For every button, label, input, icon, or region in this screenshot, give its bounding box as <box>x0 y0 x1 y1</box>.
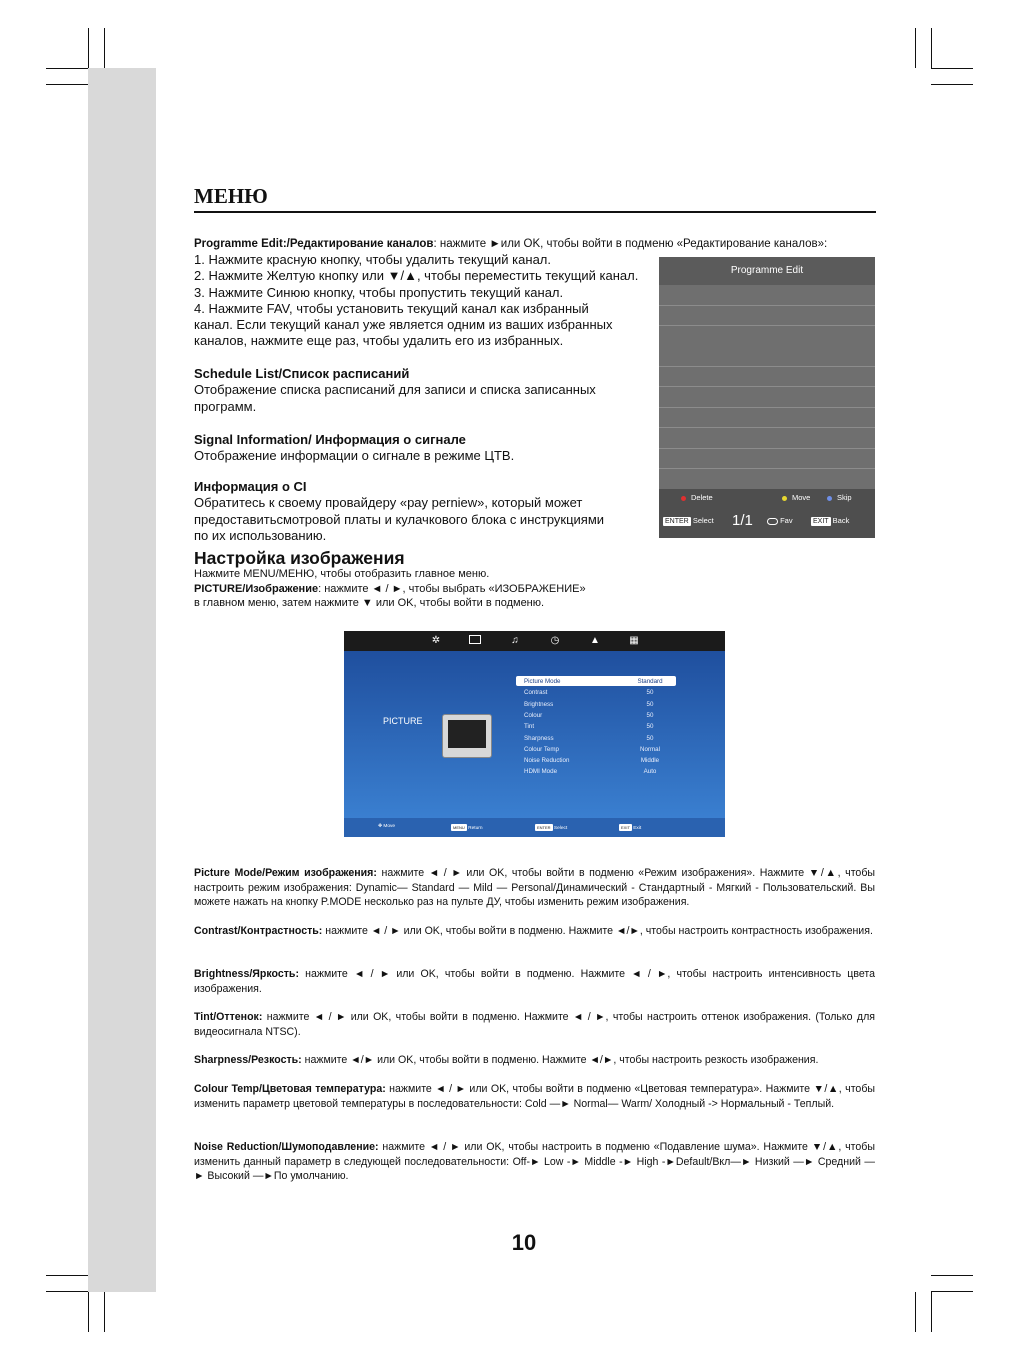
tv-icon <box>442 714 492 758</box>
picture-rest: : нажмите ◄ / ►, чтобы выбрать «ИЗОБРАЖЕНИЕ» <box>318 582 586 595</box>
menu-item-name[interactable]: Colour <box>524 711 543 719</box>
picture-icon <box>469 635 481 647</box>
picture-menu-screen <box>344 631 725 837</box>
crop-mark <box>931 28 932 68</box>
page-number: 10 <box>511 1230 537 1255</box>
select-label: Select <box>553 826 568 831</box>
list-item: канал. Если текущий канал уже является одним из ваших избранных <box>194 317 613 333</box>
menu-key: MENU <box>453 825 465 830</box>
description-term: Tint/Оттенок: <box>194 1011 263 1023</box>
panel-row-divider <box>659 468 875 469</box>
description-term: Brightness/Яркость: <box>194 968 299 980</box>
panel-row-divider <box>659 448 875 449</box>
ci-section <box>194 479 654 544</box>
picture-setup-text <box>194 567 654 611</box>
section-line <box>194 582 654 597</box>
crop-mark <box>88 28 89 68</box>
red-dot-icon <box>681 496 686 501</box>
description-paragraph <box>194 1010 875 1039</box>
list-item: каналов, нажмите еще раз, чтобы удалить его из избранных. <box>194 333 564 349</box>
schedule-section <box>194 366 654 415</box>
section-line: по их использованию. <box>194 527 327 543</box>
crop-mark <box>915 1292 916 1332</box>
crop-mark <box>915 28 916 68</box>
panel-row-divider <box>659 305 875 306</box>
description-text: нажмите ◄ / ► или OK, чтобы войти в подменю «Цветовая температура». Нажмите ▼/▲, чтобы изменить параметр цветовой температуры в последовательности: Cold —► Normal— Warm/ Холодный -> Нормальный - Теплый. <box>194 1083 876 1110</box>
description-term: Colour Temp/Цветовая температура: <box>194 1083 386 1095</box>
section-line: Отображение информации о сигнале в режиме ЦТВ. <box>194 448 515 464</box>
picture-setup-title: Настройка изображения <box>194 548 405 568</box>
side-strip <box>88 68 156 1292</box>
crop-mark <box>931 1275 973 1276</box>
description-text: нажмите ◄ / ► или OK, чтобы войти в подменю. Нажмите ◄ / ►, чтобы настроить оттенок изображения. (Только для видеосигнала NTSC). <box>194 1011 875 1038</box>
exit-key: EXIT <box>621 825 630 830</box>
fav-hint <box>767 516 793 525</box>
yellow-dot-icon <box>782 496 787 501</box>
menu-item-name[interactable]: Colour Temp <box>524 745 559 753</box>
section-line: программ. <box>194 398 257 414</box>
picture-label: PICTURE <box>383 716 423 726</box>
crop-mark <box>46 68 88 69</box>
menu-item-value: 50 <box>646 689 654 697</box>
crop-mark <box>931 68 973 69</box>
return-label: Return <box>468 826 483 831</box>
menu-footer <box>344 818 725 837</box>
return-hint <box>451 824 483 831</box>
blue-dot-icon <box>827 496 832 501</box>
select-hint <box>535 824 567 831</box>
description-paragraph <box>194 1053 875 1068</box>
section-line: Отображение списка расписаний для записи и списка записанных <box>194 382 596 398</box>
enter-key: ENTER <box>537 825 551 830</box>
exit-hint <box>619 824 641 831</box>
panel-row-divider <box>659 325 875 326</box>
panel-row-divider <box>659 386 875 387</box>
description-term: Picture Mode/Режим изображения: <box>194 867 377 879</box>
section-title: Информация о CI <box>194 479 307 494</box>
panel-row-divider <box>659 366 875 367</box>
menu-item-name[interactable]: Tint <box>524 723 535 731</box>
description-text: нажмите ◄ / ► или OK, чтобы настроить в подменю «Подавление шума». Нажмите ▼/▲, чтобы изменить данный параметр в следующей последовательности: Off-► Low -► Middle -► High -►Default/Вкл—► Низкий —► Средний —► Высокий —►По умолчанию. <box>194 1141 875 1183</box>
skip-hint <box>827 493 852 502</box>
programme-edit-panel <box>659 257 875 538</box>
menu-item-name[interactable]: Noise Reduction <box>524 757 570 765</box>
menu-icon-bar <box>344 631 725 651</box>
delete-hint <box>681 493 713 502</box>
sound-icon: ♫ <box>511 635 519 646</box>
section-title: Signal Information/ Информация о сигнале <box>194 432 466 447</box>
menu-item-value: Middle <box>640 757 660 765</box>
description-text: нажмите ◄ / ► или OK, чтобы войти в подменю. Нажмите ◄ / ►, чтобы настроить интенсивность цвета изображения. <box>194 968 875 995</box>
crop-mark <box>104 28 105 68</box>
panel-footer <box>659 489 875 538</box>
section-line: Обратитесь к своему провайдеру «pay perniew», который может <box>194 495 583 511</box>
menu-item-name[interactable]: HDMI Mode <box>524 768 558 776</box>
menu-item-value: Auto <box>643 768 657 776</box>
menu-item-value: Standard <box>637 678 663 685</box>
heading-rule <box>194 211 876 213</box>
page-indicator: 1/1 <box>732 512 753 529</box>
list-item: 2. Нажмите Желтую кнопку или ▼/▲, чтобы переместить текущий канал. <box>194 268 639 284</box>
lock-icon: ▲ <box>590 635 600 646</box>
list-item: 3. Нажмите Синюю кнопку, чтобы пропустить текущий канал. <box>194 284 564 300</box>
select-hint <box>663 516 714 526</box>
section-title: Schedule List/Список расписаний <box>194 366 410 381</box>
enter-key: ENTER <box>665 518 689 525</box>
panel-title: Programme Edit <box>659 257 875 285</box>
panel-row-divider <box>659 407 875 408</box>
programme-edit-lead-bold: Programme Edit:/Редактирование каналов <box>194 238 434 250</box>
menu-item-value: 50 <box>646 700 654 708</box>
panel-row-divider <box>659 427 875 428</box>
clock-icon: ◷ <box>550 635 560 646</box>
page-heading: МЕНЮ <box>194 184 268 208</box>
menu-body <box>344 651 725 818</box>
menu-item-value: 50 <box>646 711 654 719</box>
description-paragraph <box>194 866 875 910</box>
description-term: Sharpness/Резкость: <box>194 1054 302 1066</box>
settings-icon: ✲ <box>431 635 441 646</box>
menu-item-name[interactable]: Sharpness <box>524 734 554 742</box>
description-term: Contrast/Контрастность: <box>194 925 323 937</box>
crop-mark <box>931 1291 973 1292</box>
select-label: Select <box>692 516 714 525</box>
signal-section <box>194 432 654 465</box>
crop-mark <box>931 84 973 85</box>
programme-edit-lead-rest: : нажмите ►или OK, чтобы войти в подменю «Редактирование каналов»: <box>433 238 828 250</box>
programme-edit-lead <box>194 237 884 252</box>
description-paragraph <box>194 1082 875 1111</box>
description-text: нажмите ◄/► или OK, чтобы войти в подменю. Нажмите ◄/►, чтобы настроить резкость изображения. <box>301 1054 819 1066</box>
menu-item-value: 50 <box>646 734 654 742</box>
programme-edit-list <box>194 252 664 350</box>
fav-label: Fav <box>780 516 793 525</box>
move-hint <box>378 824 395 829</box>
skip-label: Skip <box>837 493 852 502</box>
description-paragraph <box>194 924 875 939</box>
section-line: предоставитьсмотровой платы и кулачкового блока с инструкциями <box>194 511 605 527</box>
exit-key: EXIT <box>813 518 829 525</box>
move-hint <box>782 493 810 502</box>
exit-label: Exit <box>633 826 642 831</box>
description-text: нажмите ◄ / ► или OK, чтобы войти в подменю «Режим изображения». Нажмите ▼/▲, чтобы настроить режим изображения: Dynamic— Standard — Mild — Personal/Динамический - Стандартный - Мягкий - Пользовательский. Вы можете нажать на кнопку P.MODE несколько раз на пульте ДУ, чтобы изменить режим изображения. <box>194 867 875 909</box>
crop-mark <box>46 1275 88 1276</box>
back-label: Back <box>832 516 850 525</box>
grid-icon: ▦ <box>629 635 639 646</box>
crop-mark <box>104 1292 105 1332</box>
picture-bold: PICTURE/Изображение <box>194 582 319 595</box>
menu-item-name[interactable]: Brightness <box>524 700 554 708</box>
delete-label: Delete <box>691 493 713 502</box>
move-arrows-icon: ✥ <box>378 824 383 829</box>
list-item: 1. Нажмите красную кнопку, чтобы удалить текущий канал. <box>194 252 551 267</box>
description-paragraph <box>194 1140 875 1184</box>
menu-item-name[interactable]: Contrast <box>524 689 548 697</box>
crop-mark <box>931 1292 932 1332</box>
menu-item-name[interactable]: Picture Mode <box>524 678 561 685</box>
section-line: в главном меню, затем нажмите ▼ или OK, чтобы войти в подменю. <box>194 597 545 609</box>
move-label: Move <box>792 493 811 502</box>
description-term: Noise Reduction/Шумоподавление: <box>194 1141 379 1153</box>
crop-mark <box>88 1292 89 1332</box>
fav-icon <box>767 518 778 525</box>
list-item: 4. Нажмите FAV, чтобы установить текущий канал как избранный <box>194 300 589 316</box>
menu-item-value: 50 <box>646 723 654 731</box>
section-line: Нажмите MENU/МЕНЮ, чтобы отобразить главное меню. <box>194 568 490 580</box>
back-hint <box>811 516 849 526</box>
move-label: Move <box>383 824 396 829</box>
menu-item-value: Normal <box>640 745 660 753</box>
crop-mark <box>46 84 88 85</box>
description-paragraph <box>194 967 875 996</box>
crop-mark <box>46 1291 88 1292</box>
description-text: нажмите ◄ / ► или OK, чтобы войти в подменю. Нажмите ◄/►, чтобы настроить контрастность изображения. <box>322 925 873 937</box>
